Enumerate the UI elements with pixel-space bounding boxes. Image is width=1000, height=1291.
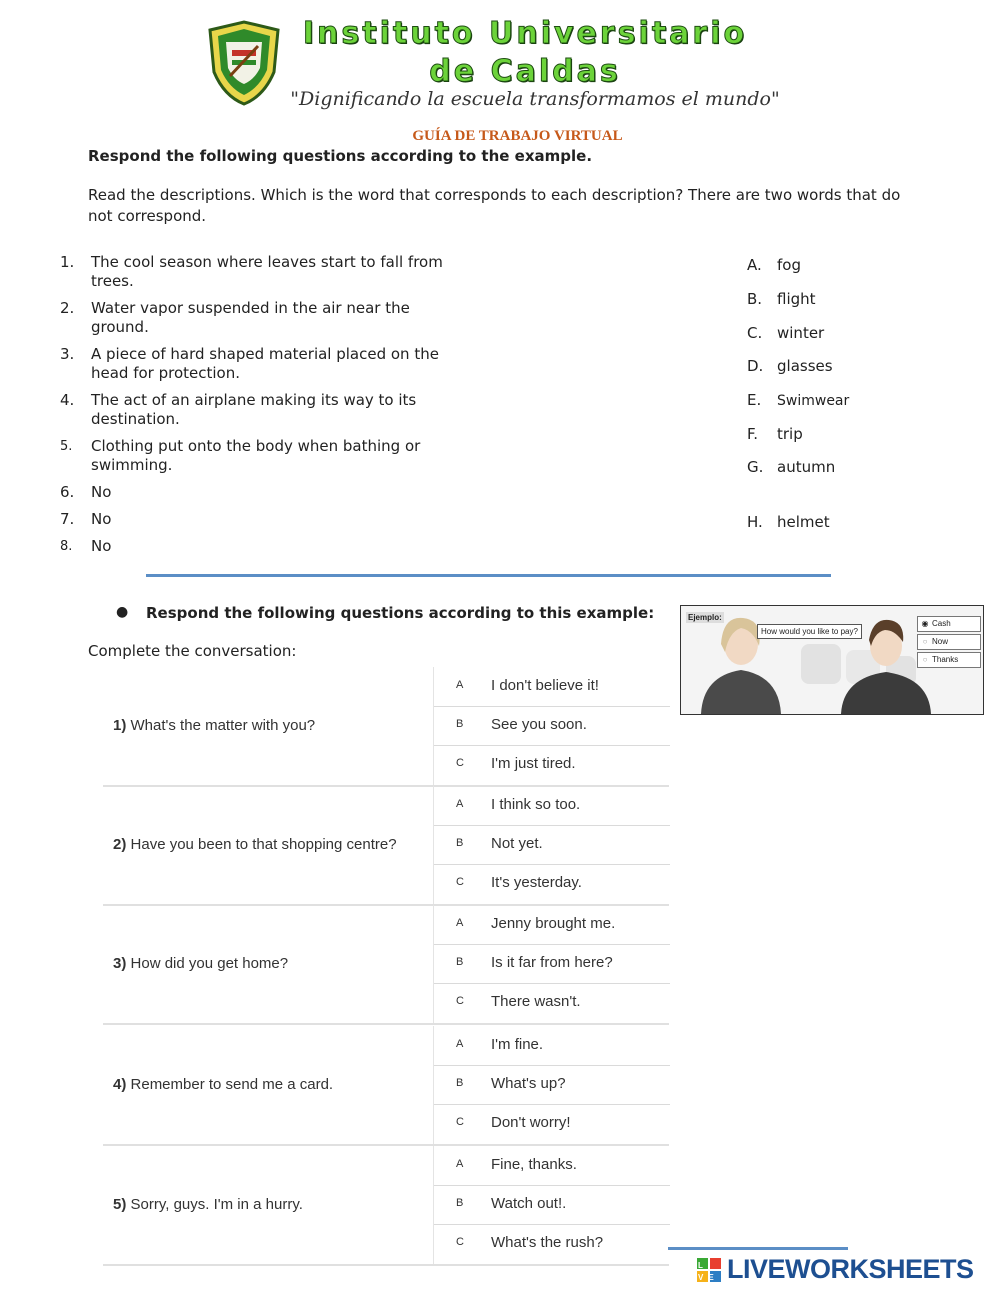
answer-text: It's yesterday. <box>491 874 582 891</box>
question-block <box>103 1146 669 1266</box>
radio-selected-icon: ◉ <box>921 619 929 628</box>
word-option <box>747 290 816 309</box>
guide-subtitle: GUÍA DE TRABAJO VIRTUAL <box>412 128 623 144</box>
answer-option[interactable] <box>434 745 670 784</box>
option-letter: C. <box>747 324 763 342</box>
example-choice: ◉ Cash <box>917 616 981 632</box>
word-option <box>747 458 835 477</box>
item-text: Clothing put onto the body when bathing or swimming. <box>91 437 421 474</box>
liveworksheets-logo[interactable] <box>697 1252 997 1286</box>
option-word: Swimwear <box>777 393 850 409</box>
option-word: trip <box>777 425 803 443</box>
option-word: flight <box>777 290 816 308</box>
item-number: 7. <box>60 510 75 528</box>
option-word: winter <box>777 324 825 342</box>
answer-text: Watch out!. <box>491 1195 567 1212</box>
item-number: 5. <box>60 439 73 454</box>
word-option <box>747 256 801 275</box>
answer-option[interactable] <box>434 825 670 865</box>
answer-text: I'm just tired. <box>491 755 576 772</box>
answer-letter: A <box>456 1038 464 1050</box>
item-number: 3. <box>60 345 75 363</box>
answer-option[interactable] <box>434 983 670 1022</box>
option-letter: A. <box>747 256 762 274</box>
bullet-icon: ● <box>116 604 129 620</box>
option-word: autumn <box>777 458 836 476</box>
answer-text: What's up? <box>491 1075 566 1092</box>
description-item <box>60 483 450 502</box>
answer-text: There wasn't. <box>491 993 581 1010</box>
answer-text: Not yet. <box>491 835 543 852</box>
item-number: 1. <box>60 253 75 271</box>
answer-option[interactable] <box>434 1185 670 1225</box>
option-letter: F. <box>747 425 758 443</box>
word-option <box>747 391 849 411</box>
item-number: 2. <box>60 299 75 317</box>
answer-text: I think so too. <box>491 796 581 813</box>
option-letter: E. <box>747 391 762 409</box>
answer-option[interactable] <box>434 1065 670 1105</box>
answer-letter: C <box>456 1236 464 1248</box>
answer-input-field[interactable]: No <box>91 510 112 528</box>
brand-icon-letters: LIVE <box>698 1261 719 1282</box>
answer-option[interactable] <box>434 786 670 826</box>
answer-options <box>433 1146 670 1264</box>
description-item <box>60 253 450 291</box>
answer-letter: B <box>456 1077 464 1089</box>
item-number: 4. <box>60 391 75 409</box>
example-label: Ejemplo: <box>688 613 722 622</box>
answer-letter: C <box>456 876 464 888</box>
option-word: helmet <box>777 513 830 531</box>
description-item <box>60 510 450 529</box>
answer-options <box>433 905 670 1023</box>
institute-title-line2: de Caldas <box>429 54 621 89</box>
description-item <box>60 391 450 429</box>
answer-letter: A <box>456 798 464 810</box>
answer-option[interactable] <box>434 905 670 945</box>
answer-letter: B <box>456 837 464 849</box>
word-option <box>747 324 824 343</box>
part2-instruction: Respond the following questions according to this example: <box>146 604 655 622</box>
question-text: 4) Remember to send me a card. <box>113 1076 334 1093</box>
answer-option[interactable] <box>434 1104 670 1143</box>
answer-options <box>433 786 670 904</box>
part1-instruction: Respond the following questions according to the example. <box>88 147 593 165</box>
footer-line <box>668 1247 848 1250</box>
example-choice: ○ Now <box>917 634 981 650</box>
description-item <box>60 345 450 383</box>
radio-icon: ○ <box>922 655 928 664</box>
answer-text: Don't worry! <box>491 1114 571 1131</box>
answer-letter: C <box>456 757 464 769</box>
answer-text: Is it far from here? <box>491 954 613 971</box>
answer-option[interactable] <box>434 1146 670 1186</box>
part2-directions: Complete the conversation: <box>88 642 297 660</box>
example-choice: ○ Thanks <box>917 652 981 668</box>
answer-letter: B <box>456 1197 464 1209</box>
option-letter: B. <box>747 290 763 308</box>
question-text: 3) How did you get home? <box>113 955 289 972</box>
part1-directions: Read the descriptions. Which is the word that corresponds to each description? There are two words that do not correspond. <box>88 186 901 225</box>
example-choices <box>917 616 981 668</box>
item-text: The cool season where leaves start to fall from trees. <box>91 253 443 290</box>
example-illustration <box>680 605 984 715</box>
answer-text: What's the rush? <box>491 1234 604 1251</box>
answer-letter: A <box>456 917 464 929</box>
answer-option[interactable] <box>434 706 670 746</box>
answer-letter: A <box>456 1158 464 1170</box>
option-letter: D. <box>747 357 764 375</box>
item-text: The act of an airplane making its way to its destination. <box>91 391 417 428</box>
item-number: 8. <box>60 539 73 554</box>
answer-option[interactable] <box>434 864 670 903</box>
answer-letter: C <box>456 1116 464 1128</box>
question-block <box>103 1026 669 1146</box>
item-text: A piece of hard shaped material placed on the head for protection. <box>91 345 439 382</box>
speech-bubble: How would you like to pay? <box>757 624 862 639</box>
option-letter: H. <box>747 513 763 531</box>
answer-text: Jenny brought me. <box>491 915 616 932</box>
answer-options <box>433 667 670 785</box>
school-motto: "Dignificando la escuela transformamos el mundo" <box>290 88 780 110</box>
answer-input-field[interactable]: No <box>91 483 112 501</box>
question-text: 2) Have you been to that shopping centre? <box>113 836 397 853</box>
question-block <box>103 786 669 906</box>
option-letter: G. <box>747 458 764 476</box>
answer-text: Fine, thanks. <box>491 1156 577 1173</box>
question-text: 1) What's the matter with you? <box>113 717 316 734</box>
answer-option[interactable] <box>434 1224 670 1263</box>
option-word: glasses <box>777 357 833 375</box>
answer-letter: A <box>456 679 464 691</box>
word-option <box>747 425 803 444</box>
answer-text: See you soon. <box>491 716 587 733</box>
brand-name: LIVEWORKSHEETS <box>727 1254 974 1284</box>
option-word: fog <box>777 256 801 274</box>
answer-option[interactable] <box>434 1026 670 1066</box>
word-option <box>747 357 833 376</box>
answer-option[interactable] <box>434 944 670 984</box>
radio-icon: ○ <box>922 637 928 646</box>
answer-letter: B <box>456 718 464 730</box>
description-item <box>60 437 450 475</box>
answer-option[interactable] <box>434 667 670 707</box>
description-item <box>60 537 450 556</box>
answer-letter: B <box>456 956 464 968</box>
description-item <box>60 299 450 337</box>
question-block <box>103 905 669 1025</box>
item-number: 6. <box>60 483 75 501</box>
item-text: Water vapor suspended in the air near the ground. <box>91 299 410 336</box>
answer-input-field[interactable]: No <box>91 537 112 555</box>
institute-title-line1: Instituto Universitario <box>302 16 748 51</box>
section-divider <box>146 574 831 577</box>
answer-text: I don't believe it! <box>491 677 599 694</box>
answer-text: I'm fine. <box>491 1036 544 1053</box>
question-block <box>103 667 669 787</box>
answer-options <box>433 1026 670 1144</box>
answer-letter: C <box>456 995 464 1007</box>
word-option <box>747 513 830 532</box>
question-text: 5) Sorry, guys. I'm in a hurry. <box>113 1196 303 1213</box>
